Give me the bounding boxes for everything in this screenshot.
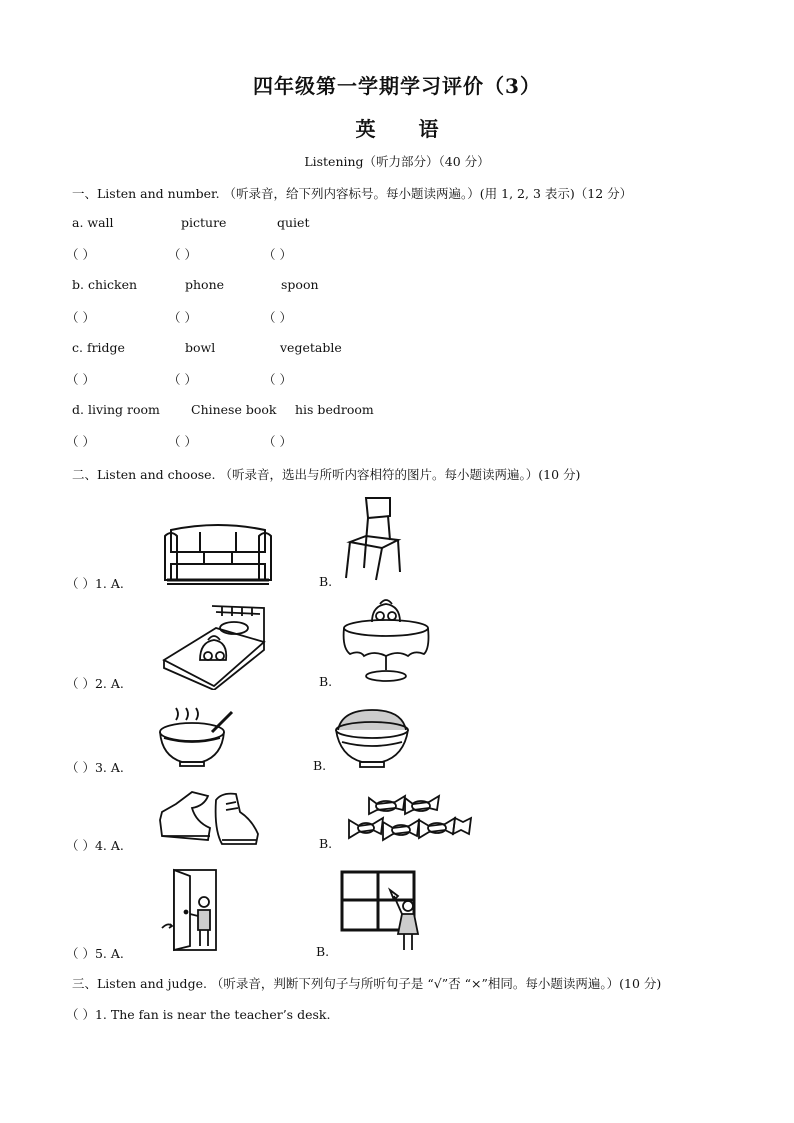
chair-image[interactable] xyxy=(340,496,404,582)
answer-blank[interactable]: （ ） xyxy=(168,310,197,325)
answer-blank[interactable]: （ ） xyxy=(66,310,95,325)
item2-label[interactable]: （ ）2. A. xyxy=(66,676,124,691)
word-d3: his bedroom xyxy=(295,402,374,417)
answer-blank[interactable]: （ ） xyxy=(66,247,95,262)
candies-image[interactable] xyxy=(345,792,475,850)
answer-blank[interactable]: （ ） xyxy=(263,247,292,262)
bag-on-table-image[interactable] xyxy=(340,598,432,684)
word-a2: picture xyxy=(181,215,227,230)
word-a3: quiet xyxy=(277,215,310,230)
subject-title: 英 语 xyxy=(355,117,457,141)
item1-b-label: B. xyxy=(319,574,333,589)
shoes-image[interactable] xyxy=(156,790,266,850)
word-c3: vegetable xyxy=(280,340,342,355)
word-c2: bowl xyxy=(185,340,216,355)
section2-heading: 二、Listen and choose. （听录音，选出与所听内容相符的图片。每小题读两遍。）(10 分) xyxy=(72,467,581,482)
item4-label[interactable]: （ ）4. A. xyxy=(66,838,124,853)
answer-blank[interactable]: （ ） xyxy=(168,434,197,449)
word-b1: b. chicken xyxy=(72,277,138,292)
sofa-image[interactable] xyxy=(163,522,273,586)
item2-b-label: B. xyxy=(319,674,333,689)
bag-on-bed-image[interactable] xyxy=(160,602,268,690)
door-image[interactable] xyxy=(160,868,220,952)
answer-blank[interactable]: （ ） xyxy=(263,434,292,449)
section3-heading: 三、Listen and judge. （听录音，判断下列句子与所听句子是 “√”否 “×”相同。每小题读两遍。）(10 分) xyxy=(72,976,662,991)
section1-heading: 一、Listen and number. （听录音，给下列内容标号。每小题读两遍。）(用 1, 2, 3 表示)（12 分） xyxy=(72,186,633,201)
item3-label[interactable]: （ ）3. A. xyxy=(66,760,124,775)
window-image[interactable] xyxy=(340,870,424,952)
answer-blank[interactable]: （ ） xyxy=(168,247,197,262)
word-d1: d. living room xyxy=(72,402,160,417)
answer-blank[interactable]: （ ） xyxy=(263,310,292,325)
item5-label[interactable]: （ ）5. A. xyxy=(66,946,124,961)
word-c1: c. fridge xyxy=(72,340,125,355)
item3-b-label: B. xyxy=(313,758,327,773)
answer-blank[interactable]: （ ） xyxy=(66,372,95,387)
judge-item-1[interactable]: （ ）1. The fan is near the teacher’s desk. xyxy=(66,1007,331,1022)
rice-bowl-image[interactable] xyxy=(332,706,412,770)
word-a1: a. wall xyxy=(72,215,114,230)
listening-label: Listening（听力部分）（40 分） xyxy=(304,154,490,169)
answer-blank[interactable]: （ ） xyxy=(168,372,197,387)
answer-blank[interactable]: （ ） xyxy=(263,372,292,387)
word-b3: spoon xyxy=(281,277,319,292)
item4-b-label: B. xyxy=(319,836,333,851)
soup-bowl-image[interactable] xyxy=(156,706,240,768)
item1-label[interactable]: （ ）1. A. xyxy=(66,576,124,591)
answer-blank[interactable]: （ ） xyxy=(66,434,95,449)
word-d2: Chinese book xyxy=(191,402,277,417)
item5-b-label: B. xyxy=(316,944,330,959)
page-title: 四年级第一学期学习评价（3） xyxy=(253,74,541,98)
word-b2: phone xyxy=(185,277,225,292)
